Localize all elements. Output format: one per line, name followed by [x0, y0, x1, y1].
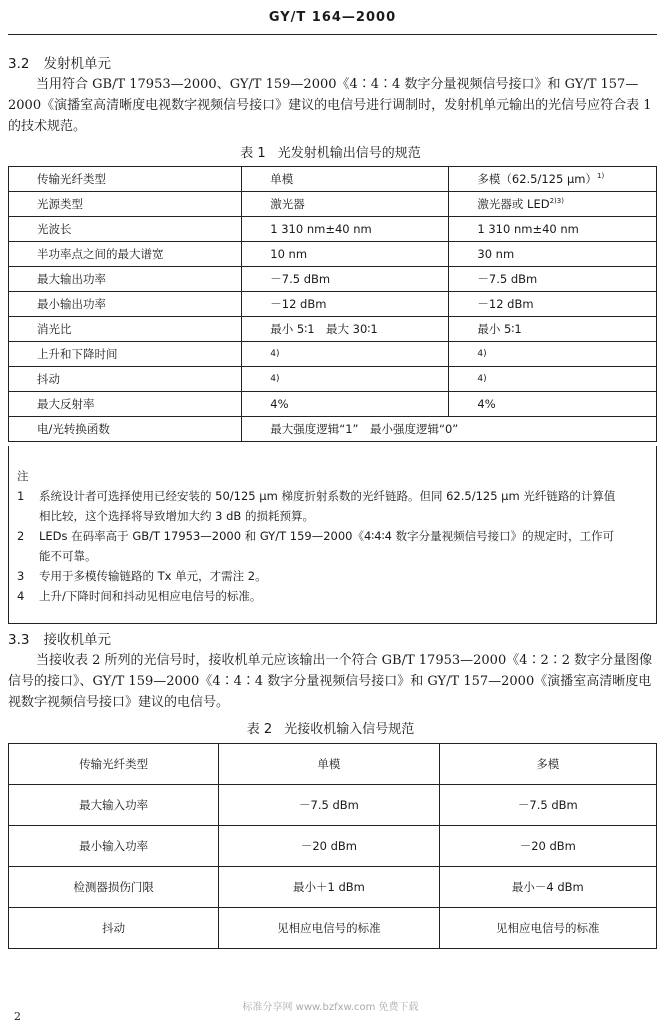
page-header: [8, 10, 657, 35]
header-cell: 传输光纤类型: [9, 744, 219, 785]
table-cell: 上升和下降时间: [9, 342, 242, 367]
table-cell: 抖动: [9, 367, 242, 392]
section-title: 发射机单元: [43, 56, 111, 72]
table-row: [9, 292, 657, 317]
table-1-notes: [8, 446, 657, 624]
table-cell: 最小－4 dBm: [439, 867, 656, 908]
table-header-row: [9, 167, 657, 192]
note-item: [17, 486, 647, 526]
table-cell: 1 310 nm±40 nm: [449, 217, 657, 242]
note-item: [17, 526, 647, 566]
table-cell: －7.5 dBm: [219, 785, 439, 826]
header-cell: 单模: [219, 744, 439, 785]
note-text-cont: 能不可靠。: [39, 549, 97, 563]
table-title: 光接收机输入信号规范: [284, 722, 415, 737]
header-title: GY/T 164—2000: [268, 10, 397, 25]
table-row: [9, 867, 657, 908]
table-row: [9, 342, 657, 367]
table-cell: －7.5 dBm: [439, 785, 656, 826]
table-cell: －20 dBm: [439, 826, 656, 867]
table-row: [9, 785, 657, 826]
table-cell: 最小 5∶1 最大 30∶1: [242, 317, 449, 342]
table-row: [9, 417, 657, 442]
header-cell: 传输光纤类型: [9, 167, 242, 192]
table-cell: [449, 192, 657, 217]
table-cell: 4): [449, 367, 657, 392]
table-row: [9, 267, 657, 292]
table-cell: 4): [242, 342, 449, 367]
table-row: [9, 217, 657, 242]
table-cell-text: 激光器或 LED: [477, 197, 550, 211]
page-number: 2: [14, 1010, 21, 1023]
note-text: 上升/下降时间和抖动见相应电信号的标准。: [39, 589, 262, 603]
table-cell-span: 最大强度逻辑“1” 最小强度逻辑“0”: [242, 417, 657, 442]
table-cell: 30 nm: [449, 242, 657, 267]
section-3-3-paragraph: 当接收表 2 所列的光信号时，接收机单元应该输出一个符合 GB/T 17953—2000《4∶2∶2 数字分量图像信号的接口》、GY/T 159—2000《4∶4∶4 数字分量视频信号接口》和 GY/T 157—2000《演播室高清晰度电视数字视频信号接口》建议的电信号。: [8, 653, 653, 710]
table-row: [9, 826, 657, 867]
table-cell: －12 dBm: [449, 292, 657, 317]
note-number: 3: [17, 569, 25, 583]
table-cell: 半功率点之间的最大谱宽: [9, 242, 242, 267]
table-cell: 见相应电信号的标准: [219, 908, 439, 949]
table-row: [9, 367, 657, 392]
table-cell: 1 310 nm±40 nm: [242, 217, 449, 242]
section-title: 接收机单元: [43, 632, 111, 648]
footnote-ref: 1): [597, 172, 605, 181]
table-row: [9, 908, 657, 949]
note-text-cont: 相比较，这个选择将导致增加大约 3 dB 的损耗预算。: [39, 509, 314, 523]
table-cell: 电/光转换函数: [9, 417, 242, 442]
table-cell: 最大输出功率: [9, 267, 242, 292]
header-cell: 单模: [242, 167, 449, 192]
table-1-caption: [0, 142, 661, 161]
table-cell: 最小输入功率: [9, 826, 219, 867]
table-cell: 光波长: [9, 217, 242, 242]
section-number: 3.3: [8, 632, 30, 648]
table-cell: 4%: [449, 392, 657, 417]
table-row: [9, 392, 657, 417]
table-row: [9, 242, 657, 267]
table-cell: 最大输入功率: [9, 785, 219, 826]
section-number: 3.2: [8, 56, 30, 72]
table-cell: 最大反射率: [9, 392, 242, 417]
table-row: [9, 317, 657, 342]
table-cell: －7.5 dBm: [242, 267, 449, 292]
note-number: 2: [17, 529, 25, 543]
table-cell: 光源类型: [9, 192, 242, 217]
note-text: 专用于多模传输链路的 Tx 单元，才需注 2。: [39, 569, 267, 583]
table-row: [9, 192, 657, 217]
table-cell: 消光比: [9, 317, 242, 342]
note-item: [17, 586, 647, 606]
header-cell: [449, 167, 657, 192]
table-header-row: [9, 744, 657, 785]
header-cell-text: 多模（62.5/125 μm）: [477, 172, 597, 186]
section-3-2-paragraph: 当用符合 GB/T 17953—2000、GY/T 159—2000《4∶4∶4 数字分量视频信号接口》和 GY/T 157—2000《演播室高清晰度电视数字视频信号接口》建议的电信号进行调制时，发射机单元输出的光信号应符合表 1 的技术规范。: [8, 77, 652, 134]
note-number: 4: [17, 589, 25, 603]
section-3-3-heading: [8, 628, 111, 648]
table-2-caption: [0, 718, 661, 737]
table-cell: －7.5 dBm: [449, 267, 657, 292]
table-cell: 最小＋1 dBm: [219, 867, 439, 908]
note-number: 1: [17, 489, 25, 503]
note-text: LEDs 在码率高于 GB/T 17953—2000 和 GY/T 159—2000《4∶4∶4 数字分量视频信号接口》的规定时，工作可: [39, 529, 615, 543]
table-cell: －12 dBm: [242, 292, 449, 317]
header-cell: 多模: [439, 744, 656, 785]
watermark-footer: 标准分享网 www.bzfxw.com 免费下载: [242, 1002, 419, 1013]
table-label: 表 2: [246, 722, 273, 737]
table-2: [8, 743, 657, 949]
table-cell: 抖动: [9, 908, 219, 949]
note-item: [17, 566, 647, 586]
note-text: 系统设计者可选择使用已经安装的 50/125 μm 梯度折射系数的光纤链路。但同 62.5/125 μm 光纤链路的计算值: [39, 489, 616, 503]
section-3-2-heading: [8, 52, 111, 72]
table-title: 光发射机输出信号的规范: [277, 146, 421, 161]
table-cell: 见相应电信号的标准: [439, 908, 656, 949]
notes-title: 注: [17, 469, 29, 483]
table-cell: 最小输出功率: [9, 292, 242, 317]
footnote-ref: 2)3): [549, 197, 564, 206]
table-label: 表 1: [240, 146, 266, 161]
table-cell: 10 nm: [242, 242, 449, 267]
table-cell: 检测器损伤门限: [9, 867, 219, 908]
table-cell: 激光器: [242, 192, 449, 217]
table-cell: 4%: [242, 392, 449, 417]
table-cell: 4): [449, 342, 657, 367]
table-1: [8, 166, 657, 442]
table-cell: 4): [242, 367, 449, 392]
table-cell: 最小 5∶1: [449, 317, 657, 342]
table-cell: －20 dBm: [219, 826, 439, 867]
